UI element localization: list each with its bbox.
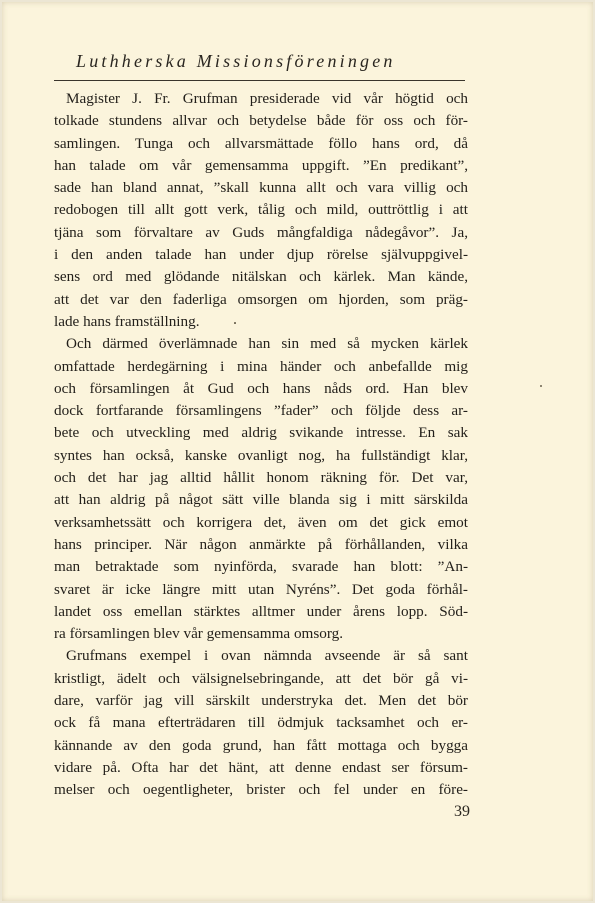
text-line: man betraktade som nyinförda, svarade han blott: ”An-	[54, 558, 468, 576]
book-page	[2, 2, 593, 901]
text-line: ock få mana efterträdaren till ödmjuk tacksamhet och er-	[54, 714, 468, 732]
text-line: Grufmans exempel i ovan nämnda avseende är så sant	[66, 647, 468, 665]
text-line: hans principer. När någon anmärkte på förhållanden, vilka	[54, 535, 468, 553]
text-line: melser och oegentligheter, brister och fel under en före-	[54, 781, 468, 799]
text-line: dock fortfarande församlingens ”fader” och följde dess ar-	[54, 402, 468, 420]
text-line: och församlingen åt Gud och hans nåds ord. Han blev	[54, 379, 468, 397]
paper-speck	[234, 322, 236, 324]
page-number: 39	[454, 803, 470, 820]
text-line: tjäna som förvaltare av Guds mångfaldiga nådegåvor”. Ja,	[54, 223, 468, 241]
paragraph	[54, 645, 468, 801]
header-rule	[54, 80, 465, 81]
text-line: syntes han också, kanske ovanligt nog, ha fullständigt klar,	[54, 446, 468, 464]
text-line: lade hans framställning.	[54, 312, 200, 330]
text-line: sens ord med glödande nitälskan och kärlek. Man kände,	[54, 268, 468, 286]
text-line: han talade om vår gemensamma uppgift. ”En predikant”,	[54, 156, 468, 174]
text-line: att det var den faderliga omsorgen om hjorden, som präg-	[54, 290, 468, 308]
text-line: Magister J. Fr. Grufman presiderade vid vår högtid och	[66, 90, 468, 107]
text-line: svaret är icke längre mitt utan Nyréns”. Det goda förhål-	[54, 580, 468, 598]
paper-speck	[540, 385, 542, 387]
text-line: kännande av den goda grund, han fått mottaga och bygga	[54, 736, 468, 754]
running-head-title: Luthherska Missionsföreningen	[76, 51, 396, 71]
text-line: kristligt, ädelt och välsignelsebringande, att det bör gå vi-	[54, 669, 468, 687]
text-line: verksamhetssätt och korrigera det, även om det gick emot	[54, 513, 468, 531]
text-line: sade han bland annat, ”skall kunna allt och vara villig och	[54, 179, 468, 197]
text-line: vidare på. Ofta har det hänt, att denne endast ser försum-	[54, 758, 468, 776]
text-line: bete och utveckling med aldrig svikande intresse. En sak	[54, 424, 468, 442]
text-line: ra församlingen blev vår gemensamma omsorg.	[54, 625, 344, 643]
text-line: att han aldrig på något sätt ville blanda sig i mitt särskilda	[54, 491, 468, 509]
paragraph	[54, 88, 468, 333]
text-line: landet oss emellan stärktes alltmer under årens lopp. Söd-	[54, 602, 468, 620]
text-line: Och därmed överlämnade han sin med så mycken kärlek	[66, 335, 468, 353]
text-line: redobogen till allt gott verk, tålig och mild, outtröttlig i att	[54, 201, 468, 219]
text-line: dare, varför jag vill särskilt understryka det. Men det bör	[54, 692, 468, 710]
text-line: i den anden talade han under djup rörelse självuppgivel-	[54, 246, 468, 264]
text-line: och det har jag alltid hållit honom räkning för. Det var,	[54, 469, 468, 487]
body-text	[54, 88, 468, 802]
paragraph	[54, 333, 468, 645]
text-line: omfattade herdegärning i mina händer och anbefallde mig	[54, 357, 468, 375]
text-line: samlingen. Tunga och allvarsmättade föllo hans ord, då	[54, 134, 468, 152]
text-line: tolkade stundens allvar och betydelse både för oss och för-	[54, 112, 468, 130]
